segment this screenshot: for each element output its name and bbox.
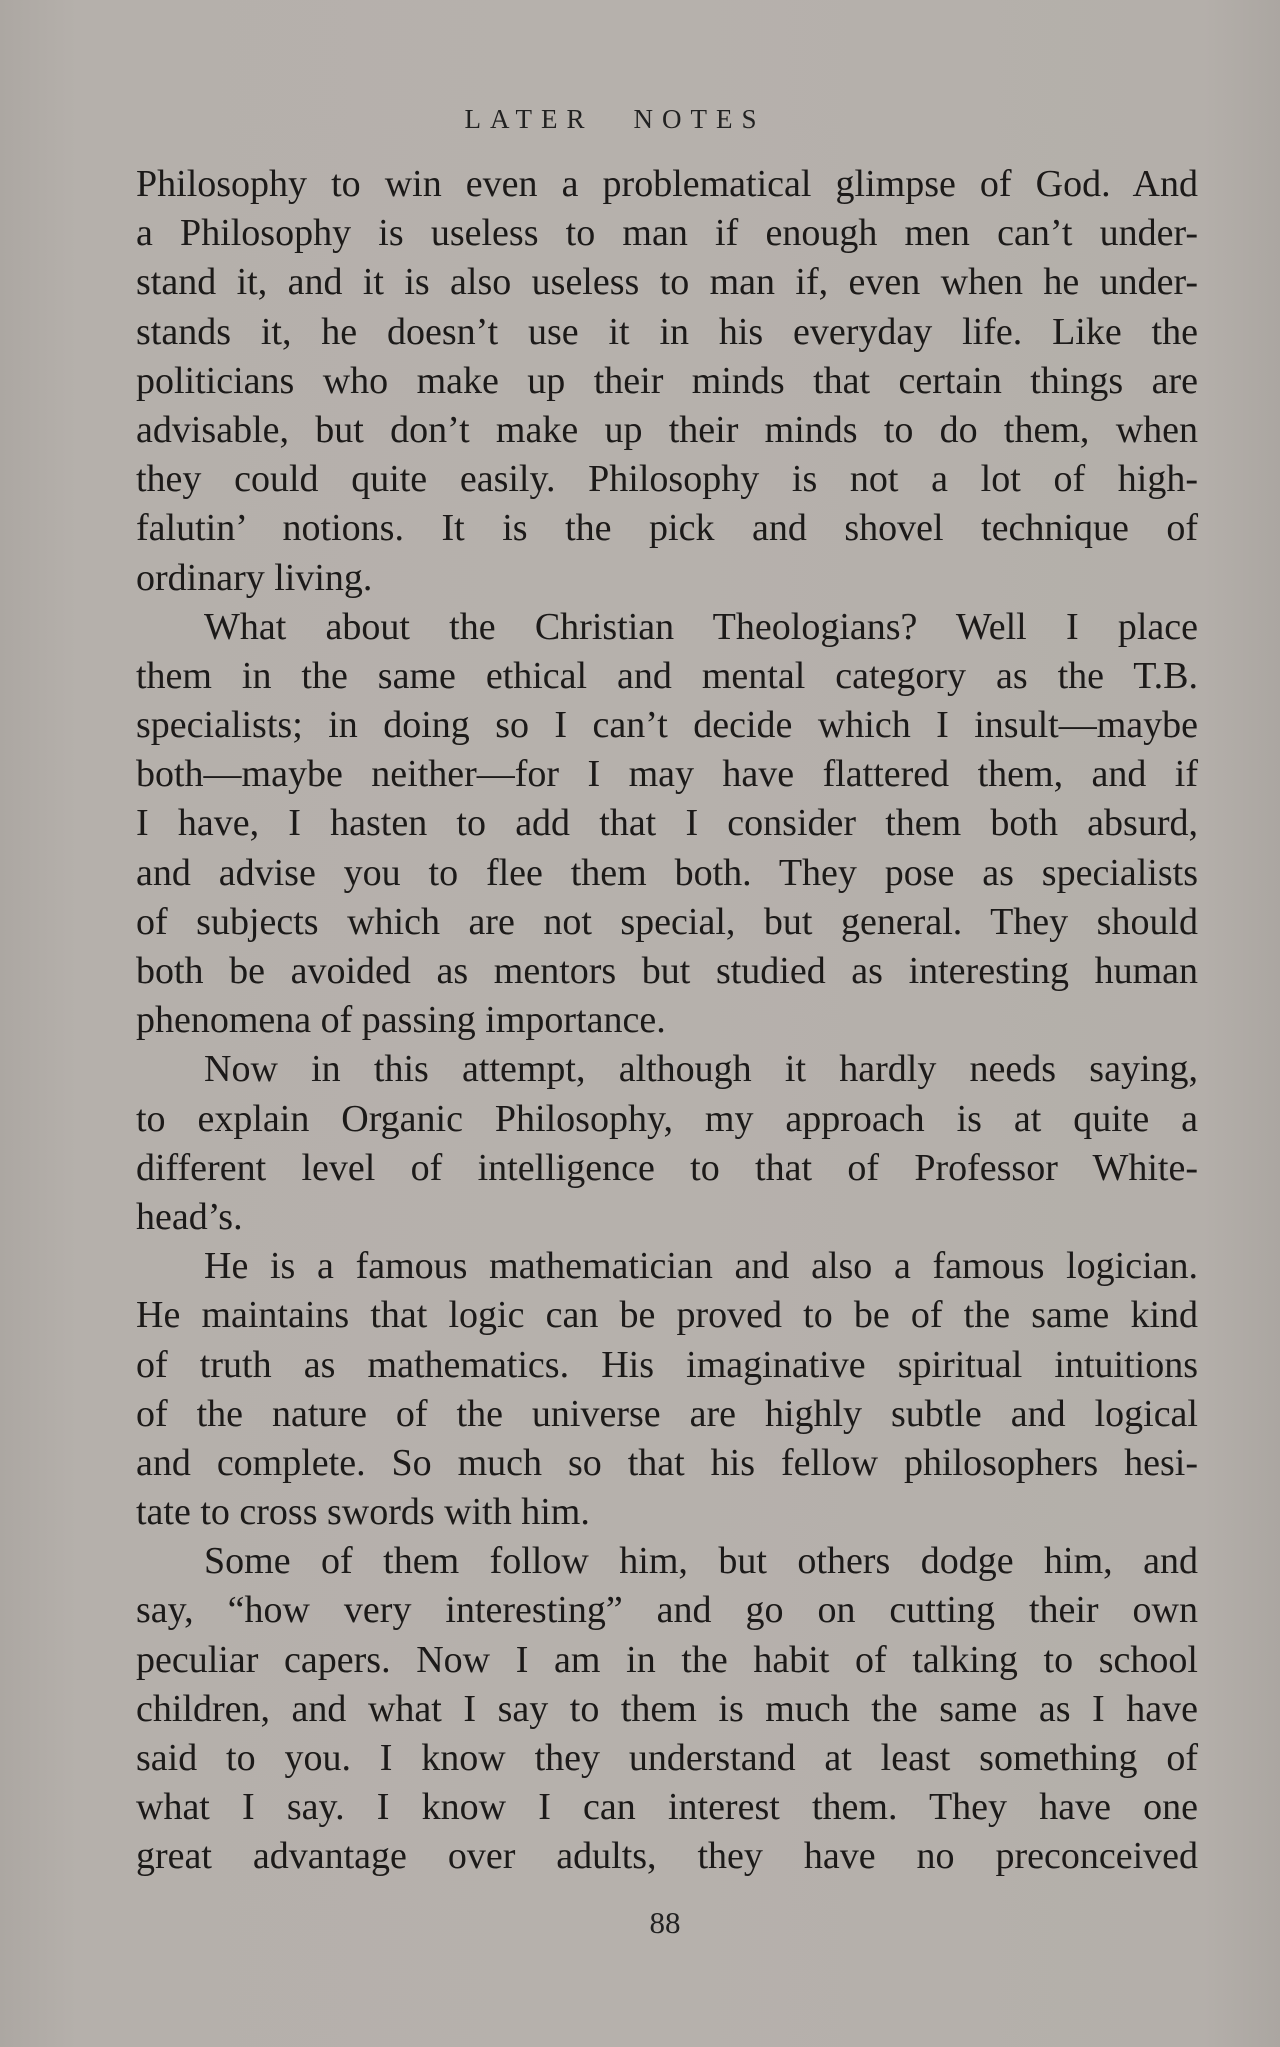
text-line: stand it, and it is also useless to man if, even when he under- (136, 261, 1198, 304)
running-head-word-2: NOTES (633, 104, 766, 134)
text-line: specialists; in doing so I can’t decide which I insult—maybe (136, 704, 1198, 747)
text-line: say, “how very interesting” and go on cutting their own (136, 1589, 1198, 1632)
text-line: children, and what I say to them is much the same as I have (136, 1687, 1198, 1730)
text-line: head’s. (136, 1195, 243, 1238)
text-line: He is a famous mathematician and also a famous logician. (204, 1245, 1198, 1288)
body-text (136, 160, 1198, 1882)
text-line: phenomena of passing importance. (136, 999, 666, 1042)
text-line: advisable, but don’t make up their minds to do them, when (136, 408, 1198, 451)
text-line: politicians who make up their minds that certain things are (136, 359, 1198, 402)
text-line: a Philosophy is useless to man if enough men can’t under- (136, 212, 1198, 255)
text-line: I have, I hasten to add that I consider them both absurd, (136, 802, 1198, 845)
text-line: them in the same ethical and mental category as the T.B. (136, 654, 1198, 697)
text-line: peculiar capers. Now I am in the habit of talking to school (136, 1638, 1198, 1681)
text-line: and complete. So much so that his fellow philosophers hesi- (136, 1441, 1198, 1484)
text-line: and advise you to flee them both. They pose as specialists (136, 851, 1198, 894)
text-line: He maintains that logic can be proved to be of the same kind (136, 1294, 1198, 1337)
text-line: said to you. I know they understand at least something of (136, 1737, 1198, 1779)
text-line: of subjects which are not special, but general. They should (136, 900, 1198, 943)
text-line: Some of them follow him, but others dodge him, and (204, 1540, 1198, 1583)
text-line: great advantage over adults, they have no preconceived (136, 1835, 1198, 1878)
text-line: both—maybe neither—for I may have flattered them, and if (136, 753, 1198, 796)
text-line: What about the Christian Theologians? Well I place (204, 605, 1198, 648)
text-line: Now in this attempt, although it hardly needs saying, (204, 1048, 1198, 1091)
page-number: 88 (649, 1905, 681, 1940)
text-line: they could quite easily. Philosophy is not a lot of high- (136, 458, 1198, 501)
text-line: Philosophy to win even a problematical glimpse of God. And (136, 163, 1198, 205)
text-line: both be avoided as mentors but studied as interesting human (136, 950, 1198, 992)
text-line: tate to cross swords with him. (136, 1491, 590, 1534)
text-line: of truth as mathematics. His imaginative spiritual intuitions (136, 1343, 1198, 1386)
running-head-word-1: LATER (464, 104, 594, 134)
text-line: falutin’ notions. It is the pick and shovel technique of (136, 507, 1198, 550)
text-line: what I say. I know I can interest them. They have one (136, 1786, 1198, 1829)
text-line: to explain Organic Philosophy, my approach is at quite a (136, 1097, 1198, 1140)
text-line: of the nature of the universe are highly subtle and logical (136, 1392, 1198, 1435)
running-head (0, 104, 1230, 135)
text-line: stands it, he doesn’t use it in his everyday life. Like the (136, 310, 1198, 353)
text-line: different level of intelligence to that of Professor White- (136, 1146, 1198, 1189)
text-line: ordinary living. (136, 556, 373, 599)
